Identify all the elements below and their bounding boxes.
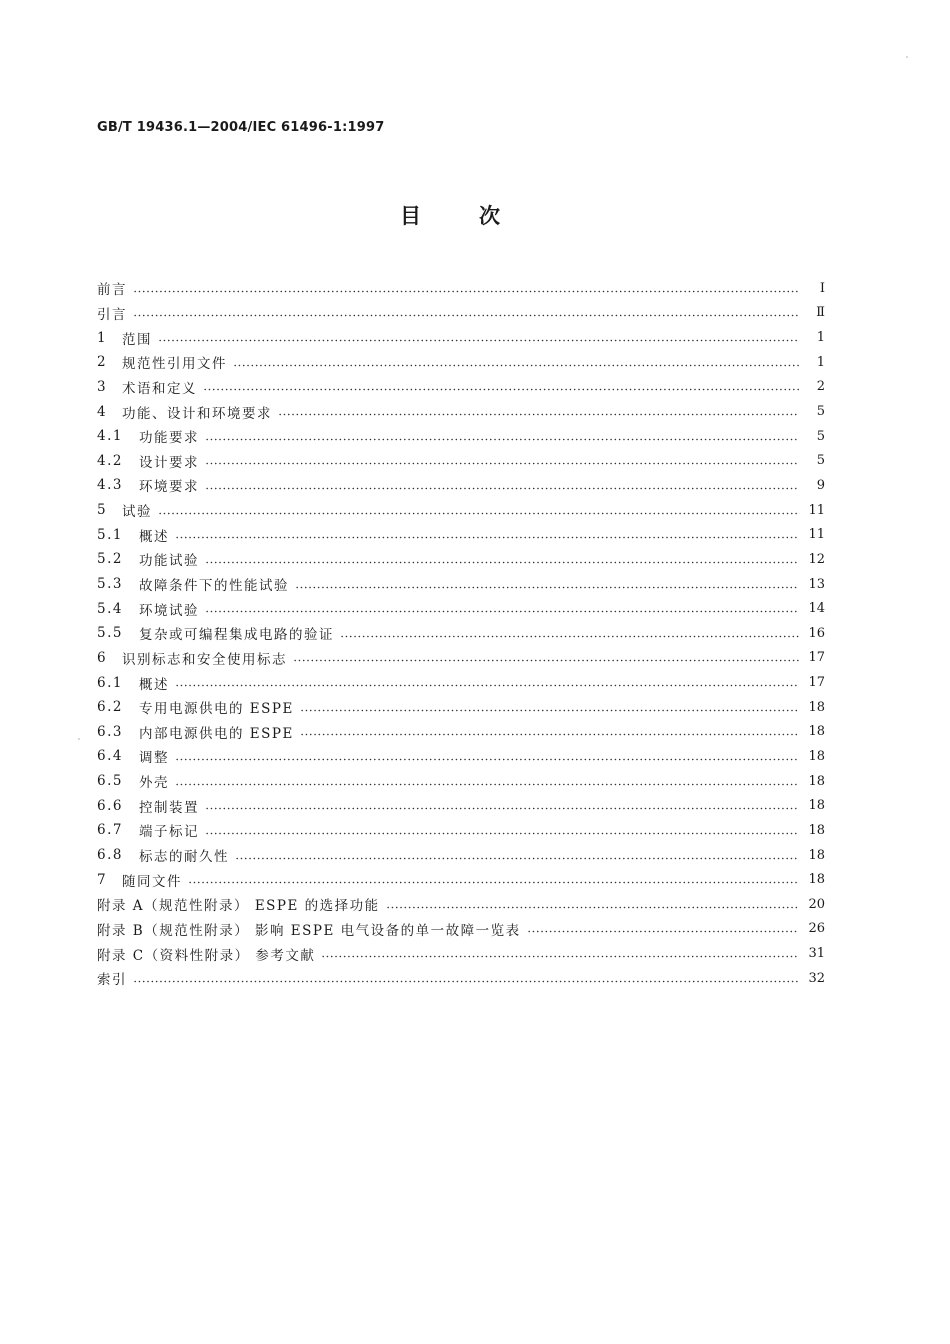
toc-entry-number: 5.2 [97, 551, 123, 568]
toc-leader-dots [527, 930, 799, 933]
toc-leader-dots [203, 388, 799, 391]
toc-entry-page: 18 [808, 699, 825, 715]
toc-entry-page: 11 [808, 527, 825, 543]
toc-entry-number: 7 [97, 871, 106, 888]
toc-entry-label: 随同文件 [122, 873, 182, 890]
toc-entry-label: 功能要求 [139, 430, 199, 447]
toc-entry-page: 11 [808, 502, 825, 518]
toc-entry[interactable] [97, 818, 825, 843]
toc-leader-dots [386, 906, 799, 909]
toc-entry[interactable] [97, 399, 825, 424]
toc-entry-page: 5 [816, 404, 825, 420]
toc-entry-label: 范围 [122, 331, 152, 348]
toc-entry[interactable] [97, 793, 825, 818]
table-of-contents [97, 276, 825, 991]
toc-entry-page: 32 [808, 970, 825, 986]
toc-entry-label: 功能、设计和环境要求 [122, 405, 272, 422]
toc-entry[interactable] [97, 720, 825, 745]
scan-speck [78, 738, 80, 740]
toc-entry[interactable] [97, 301, 825, 326]
toc-leader-dots [233, 364, 799, 367]
toc-entry-label: 附录 A（规范性附录） ESPE 的选择功能 [97, 898, 380, 915]
toc-entry-page: 13 [808, 576, 825, 592]
toc-entry-number: 6.7 [97, 822, 123, 839]
toc-entry[interactable] [97, 695, 825, 720]
toc-leader-dots [300, 733, 799, 736]
toc-leader-dots [175, 758, 799, 761]
toc-entry[interactable] [97, 843, 825, 868]
toc-entry-page: 1 [816, 330, 825, 346]
toc-entry-number: 4.3 [97, 477, 123, 494]
toc-entry-page: 1 [816, 354, 825, 370]
toc-entry[interactable] [97, 646, 825, 671]
toc-entry[interactable] [97, 350, 825, 375]
toc-entry-page: 17 [808, 675, 825, 691]
toc-entry-number: 6.8 [97, 847, 123, 864]
toc-entry-label: 调整 [139, 750, 169, 767]
toc-entry-page: 2 [816, 379, 825, 395]
toc-leader-dots [321, 955, 799, 958]
toc-entry-label: 概述 [139, 676, 169, 693]
toc-entry-page: 5 [816, 453, 825, 469]
toc-entry-number: 1 [97, 329, 106, 346]
toc-entry-number: 4.1 [97, 428, 123, 445]
scan-speck [906, 56, 908, 58]
toc-entry-label: 附录 C（资料性附录） 参考文献 [97, 947, 316, 964]
toc-entry-label: 试验 [122, 504, 152, 521]
toc-entry[interactable] [97, 867, 825, 892]
toc-entry-page: 18 [808, 748, 825, 764]
toc-entry-label: 端子标记 [139, 824, 199, 841]
toc-entry-number: 5 [97, 502, 106, 519]
toc-entry-page: 5 [816, 428, 825, 444]
toc-entry-page: 18 [808, 773, 825, 789]
toc-entry-label: 故障条件下的性能试验 [139, 578, 289, 594]
toc-entry[interactable] [97, 621, 825, 646]
toc-entry-page: 9 [816, 477, 825, 493]
toc-leader-dots [133, 314, 799, 317]
toc-entry-label: 功能试验 [139, 553, 199, 570]
toc-entry[interactable] [97, 670, 825, 695]
toc-entry-number: 4.2 [97, 452, 123, 469]
toc-entry-label: 专用电源供电的 ESPE [139, 701, 294, 718]
toc-entry-label: 索引 [97, 972, 127, 989]
toc-leader-dots [295, 586, 799, 589]
toc-entry-label: 复杂或可编程集成电路的验证 [139, 627, 334, 644]
toc-entry-number: 5.5 [97, 625, 123, 642]
toc-entry[interactable] [97, 448, 825, 473]
toc-entry-number: 6.4 [97, 748, 123, 765]
toc-entry[interactable] [97, 596, 825, 621]
toc-leader-dots [293, 659, 799, 662]
toc-entry-page: 17 [808, 650, 825, 666]
toc-entry-label: 引言 [97, 306, 127, 323]
toc-leader-dots [205, 561, 799, 564]
toc-entry[interactable] [97, 276, 825, 301]
toc-entry-number: 5.4 [97, 600, 123, 617]
toc-leader-dots [205, 610, 799, 613]
toc-entry-label: 环境要求 [139, 479, 199, 496]
toc-entry-number: 6.6 [97, 797, 123, 814]
toc-entry-label: 识别标志和安全使用标志 [122, 651, 287, 668]
toc-entry-page: 18 [808, 724, 825, 740]
toc-leader-dots [175, 536, 799, 539]
toc-leader-dots [205, 487, 799, 490]
toc-leader-dots [175, 783, 799, 786]
toc-entry[interactable] [97, 966, 825, 991]
toc-entry-label: 规范性引用文件 [122, 356, 227, 373]
toc-leader-dots [133, 980, 799, 983]
toc-entry-label: 附录 B（规范性附录） 影响 ESPE 电气设备的单一故障一览表 [97, 922, 521, 939]
toc-entry-number: 2 [97, 354, 106, 371]
toc-leader-dots [205, 832, 799, 835]
toc-entry-number: 3 [97, 378, 106, 395]
toc-entry[interactable] [97, 769, 825, 794]
toc-entry[interactable] [97, 473, 825, 498]
toc-entry-page: 18 [808, 798, 825, 814]
toc-leader-dots [300, 709, 799, 712]
toc-entry-page: 12 [808, 551, 825, 567]
toc-entry-page: 14 [808, 601, 825, 617]
standard-number: GB/T 19436.1—2004/IEC 61496-1:1997 [97, 120, 385, 135]
toc-entry-number: 6.5 [97, 773, 123, 790]
toc-leader-dots [133, 290, 799, 293]
toc-entry[interactable] [97, 744, 825, 769]
toc-entry-number: 5.1 [97, 526, 123, 543]
toc-entry-page: 16 [808, 625, 825, 641]
toc-entry-page: I [819, 280, 825, 296]
toc-entry-number: 6.2 [97, 699, 123, 716]
toc-leader-dots [235, 857, 799, 860]
toc-entry-page: 18 [808, 872, 825, 888]
toc-leader-dots [340, 635, 799, 638]
toc-leader-dots [205, 807, 799, 810]
toc-entry-page: 26 [808, 921, 825, 937]
toc-entry[interactable] [97, 498, 825, 523]
toc-leader-dots [188, 881, 799, 884]
toc-entry-label: 外壳 [139, 775, 169, 792]
toc-entry-label: 标志的耐久性 [139, 849, 229, 866]
toc-entry[interactable] [97, 522, 825, 547]
toc-entry[interactable] [97, 917, 825, 942]
toc-entry-label: 前言 [97, 282, 127, 299]
toc-entry-label: 控制装置 [139, 799, 199, 816]
toc-entry-label: 内部电源供电的 ESPE [139, 725, 294, 742]
toc-entry-number: 4 [97, 403, 106, 420]
toc-entry-label: 术语和定义 [122, 380, 197, 397]
toc-entry-number: 6 [97, 649, 106, 666]
toc-title: 目次 [400, 204, 558, 228]
toc-leader-dots [175, 684, 799, 687]
toc-entry[interactable] [97, 325, 825, 350]
toc-entry-label: 设计要求 [139, 454, 199, 471]
toc-entry[interactable] [97, 572, 825, 597]
toc-leader-dots [205, 438, 799, 441]
toc-entry-label: 环境试验 [139, 602, 199, 619]
toc-entry-number: 6.3 [97, 723, 123, 740]
toc-entry[interactable] [97, 424, 825, 449]
toc-entry-number: 6.1 [97, 674, 123, 691]
toc-entry-label: 概述 [139, 528, 169, 545]
toc-leader-dots [205, 462, 799, 465]
toc-entry-page: Ⅱ [816, 305, 825, 321]
toc-leader-dots [158, 512, 799, 515]
toc-leader-dots [158, 339, 799, 342]
toc-entry-page: 20 [808, 896, 825, 912]
toc-entry-page: 18 [808, 847, 825, 863]
toc-entry-number: 5.3 [97, 576, 123, 592]
toc-leader-dots [278, 413, 799, 416]
toc-entry-page: 31 [808, 946, 825, 962]
toc-entry-page: 18 [808, 822, 825, 838]
toc-entry[interactable] [97, 375, 825, 400]
toc-entry[interactable] [97, 941, 825, 966]
toc-entry[interactable] [97, 547, 825, 572]
toc-entry[interactable] [97, 892, 825, 917]
